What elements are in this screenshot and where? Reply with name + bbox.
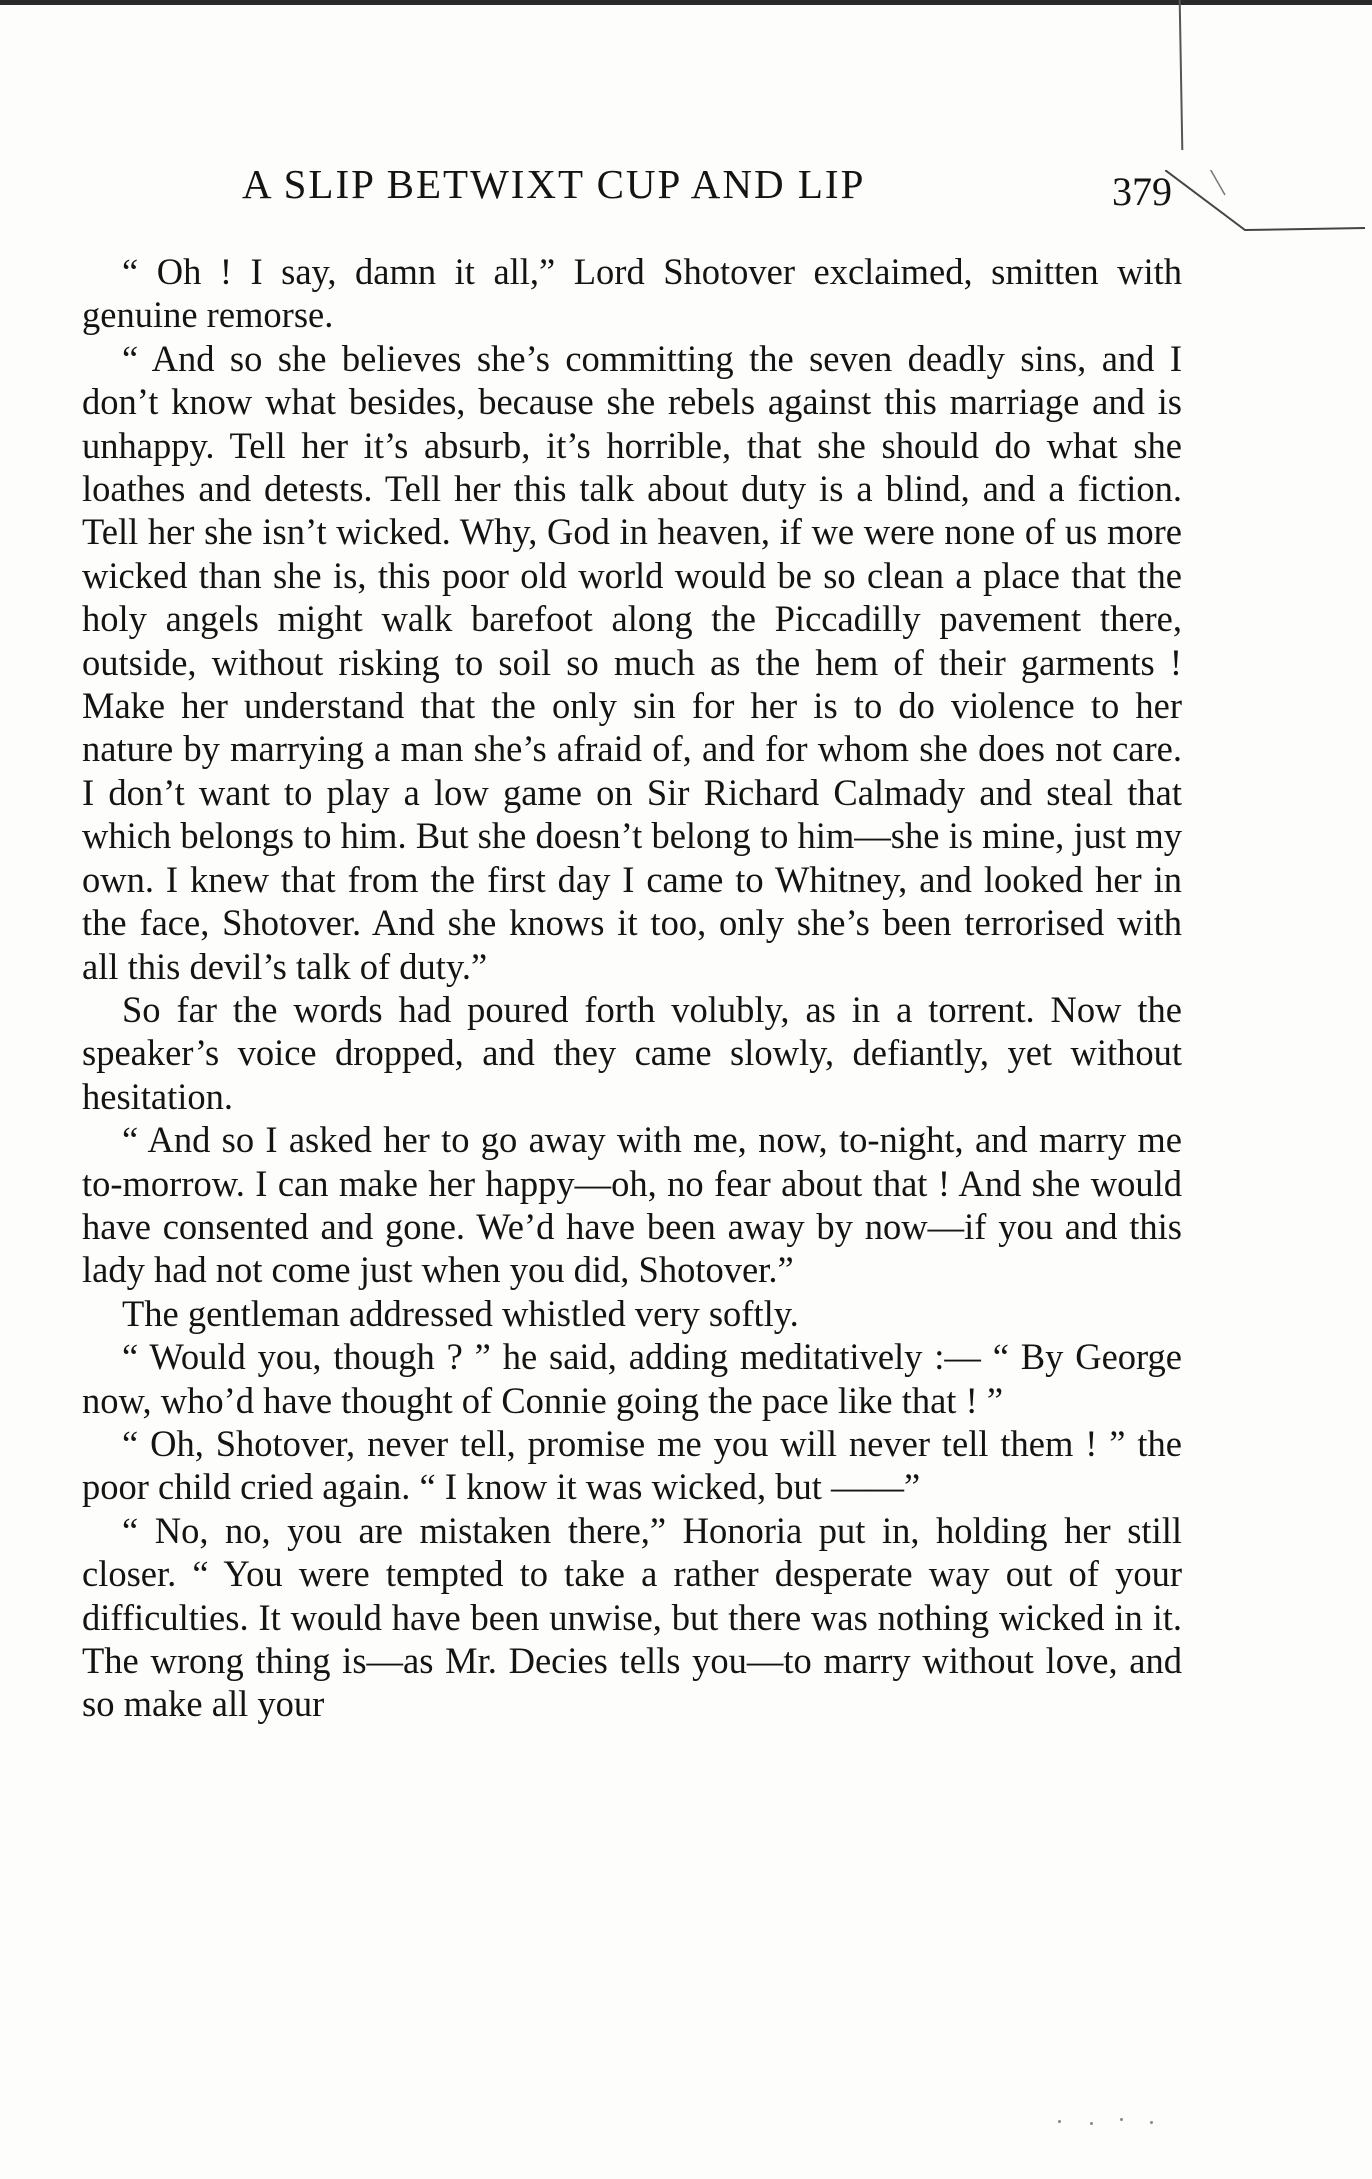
page-number: 379: [1112, 169, 1172, 214]
running-title: A SLIP BETWIXT CUP AND LIP: [242, 161, 866, 207]
paragraph: “ And so I asked her to go away with me, now, to-night, and marry me to-morrow. I can make her happy—oh, no fear about that ! And she would have consented and gone. We’d have been away by now—if you and this lady had not come just when you did, Shotover.”: [82, 1119, 1182, 1291]
book-page: [82, 150, 1182, 1726]
print-speck: [1150, 2121, 1153, 2124]
paragraph: So far the words had poured forth volubly, as in a torrent. Now the speaker’s voice dropped, and they came slowly, defiantly, yet without hesitation.: [82, 988, 1182, 1117]
print-speck: [1058, 2120, 1061, 2123]
paragraph: “ And so she believes she’s committing the seven deadly sins, and I don’t know what besides, because she rebels against this marriage and is unhappy. Tell her it’s absurb, it’s horrible, that she should do what she loathes and detests. Tell her this talk about duty is a blind, and a fiction. Tell her she isn’t wicked. Why, God in heaven, if we were none of us more wicked than she is, this poor old world would be so clean a place that the holy angels might walk barefoot along the Piccadilly pavement there, outside, without risking to soil so much as the hem of their garments ! Make her understand that the only sin for her is to do violence to her nature by marrying a man she’s afraid of, and for whom she does not care. I don’t want to play a low game on Sir Richard Calmady and steal that which belongs to him. But she doesn’t belong to him—she is mine, just my own. I knew that from the first day I came to Whitney, and looked her in the face, Shotover. And she knows it too, only she’s been terrorised with all this devil’s talk of duty.”: [82, 337, 1182, 987]
print-speck: [1090, 2122, 1093, 2125]
page-top-edge: [0, 0, 1372, 5]
page-corner-mark: [1165, 170, 1365, 250]
page-fold-line: [1179, 0, 1184, 150]
paragraph: The gentleman addressed whistled very softly.: [122, 1292, 799, 1334]
body-text: [82, 250, 1182, 1726]
paragraph: “ Would you, though ? ” he said, adding meditatively :— “ By George now, who’d have thought of Connie going the pace like that ! ”: [82, 1336, 1182, 1421]
page-header: [82, 150, 1182, 220]
paragraph: “ Oh, Shotover, never tell, promise me you will never tell them ! ” the poor child cried again. “ I know it was wicked, but ——”: [82, 1422, 1182, 1508]
paragraph: “ No, no, you are mistaken there,” Honoria put in, holding her still closer. “ You were tempted to take a rather desperate way out of your difficulties. It would have been unwise, but there was nothing wicked in it. The wrong thing is—as Mr. Decies tells you—to marry without love, and so make all your: [82, 1509, 1182, 1725]
print-speck: [1120, 2118, 1123, 2121]
paragraph: “ Oh ! I say, damn it all,” Lord Shotover exclaimed, smitten with genuine remorse.: [82, 251, 1182, 336]
